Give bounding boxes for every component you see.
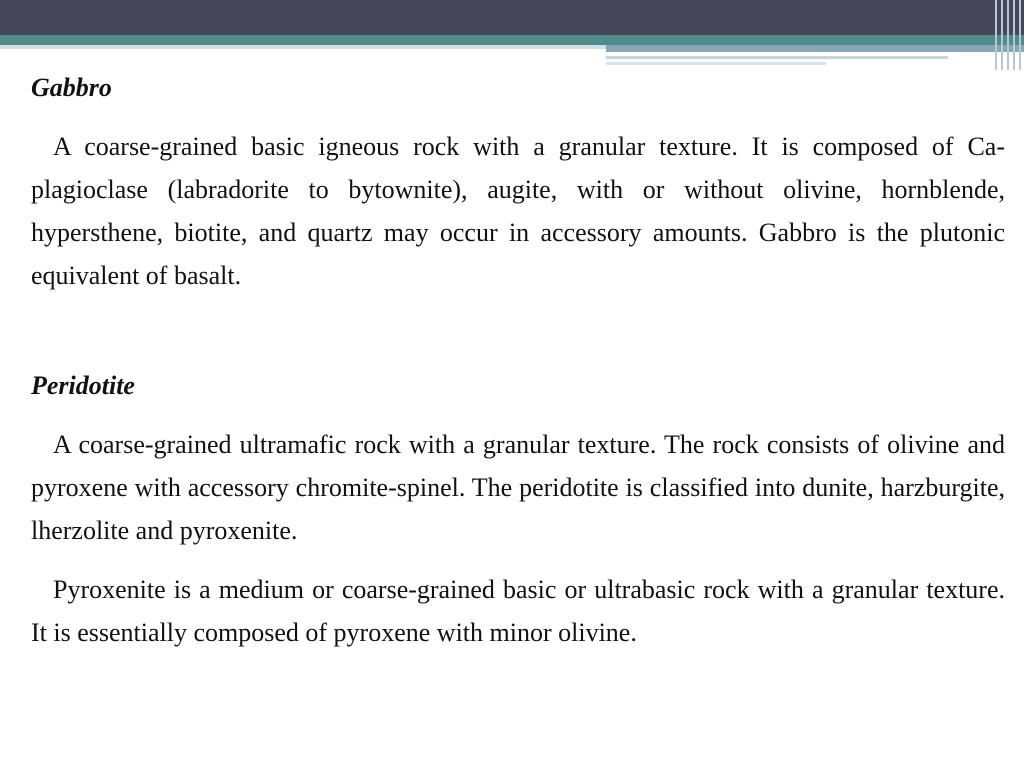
- header-thin-line: [606, 56, 948, 59]
- corner-decoration: [993, 0, 1024, 70]
- header-dark-band: [0, 0, 1024, 35]
- header-teal-band: [0, 35, 1024, 45]
- header-light-band: [0, 45, 606, 49]
- paragraph-peridotite: A coarse-grained ultramafic rock with a granular texture. The rock consists of olivine and pyroxene with accessory chromite-spinel. The peridotite is classified into dunite, harzburgite, lherzolite and pyroxenite.: [31, 430, 1005, 545]
- heading-peridotite: Peridotite: [31, 371, 135, 400]
- heading-gabbro: Gabbro: [31, 73, 112, 102]
- header-steel-band: [606, 45, 1024, 52]
- paragraph-pyroxenite: Pyroxenite is a medium or coarse-grained basic or ultrabasic rock with a granular texture. It is essentially composed of pyroxene with minor olivine.: [31, 575, 1005, 647]
- paragraph-gabbro: A coarse-grained basic igneous rock with a granular texture. It is composed of Ca-plagioclase (labradorite to bytownite), augite, with or without olivine, hornblende, hypersthene, biotite, and quartz may occur in accessory amounts. Gabbro is the plutonic equivalent of basalt.: [31, 132, 1005, 290]
- slide-body: [31, 66, 1005, 654]
- header-thin-line-2: [606, 62, 826, 65]
